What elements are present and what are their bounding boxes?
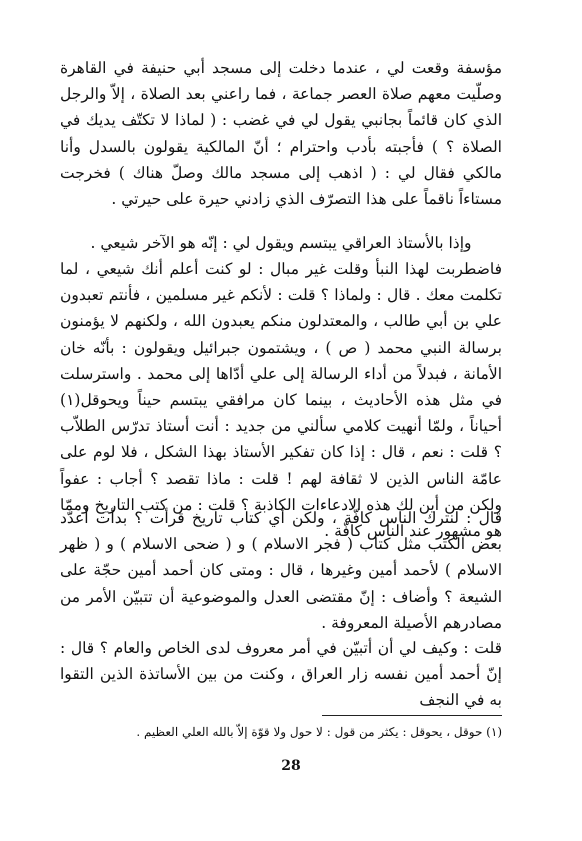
paragraph-3: فاضطربت لهذا النبأ وقلت غير مبال : لو كنت أعلم أنك شيعي ، لما تكلمت معك . قال : ولماذا ؟ قلت : لأنكم غير مسلمين ، فأنتم تعبدون علي بن أبي طالب ، والمعتدلون منكم يعبدون الله ، ولكنهم لا يؤمنون برسالة النبي محمد ( ص ) ، ويشتمون جبرائيل ويقولون : بأنّه خان الأمانة ، فبدلاً من أداء الرسالة إلى علي أدّاها إلى محمد . واسترسلت في مثل هذه الأحاديث ، بينما كان مرافقي يبتسم حيناً ويحوقل(١) أحياناً ، ولمّا أنهيت كلامي سألني من جديد : أنت أستاذ تدرّس الطلاّب ؟ قلت : نعم ، قال : إذا كان تفكير الأستاذ بهذا الشكل ، فلا لوم على عامّة الناس الذين لا ثقافة لهم ! قلت : ماذا تقصد ؟ أجاب : عفواً ولكن من أين لك هذه الادعاءات الكاذبة ؟ قلت : من كتب التاريخ وممّا هو مشهور عند الناس كافّة . — [60, 260, 503, 541]
paragraph-5: قلت : وكيف لي أن أتبيّن في أمر معروف لدى الخاص والعام ؟ قال : إنّ أحمد أمين نفسه زار العراق ، وكنت من بين الأساتذة الذين التقوا به في النجف — [60, 639, 502, 710]
footnote-divider — [322, 715, 502, 716]
page-number: 28 — [281, 758, 301, 774]
paragraph-4: قال : لنترك الناس كافّة ، ولكن أي كتاب تاريخ قرأت ؟ بدأت أعدّد بعض الكتب مثل كتاب ( فجر الاسلام ) و ( ضحى الاسلام ) و ( ظهر الاسلام ) لأحمد أمين وغيرها ، قال : ومتى كان أحمد أمين حجّة على الشيعة ؟ وأضاف : إنّ مقتضى العدل والموضوعية أن تتبيّن الأمر من مصادرهم الأصيلة المعروفة . — [60, 509, 502, 632]
paragraph-1: مؤسفة وقعت لي ، عندما دخلت إلى مسجد أبي حنيفة في القاهرة وصلّيت معهم صلاة العصر جماعة ، فما راعني بعد الصلاة ، إلاّ والرجل الذي كان قائماً بجانبي يقول لي في غضب : ( لماذا لا تكتّف يديك في الصلاة ؟ ) فأجبته بأدب واحترام ؛ أنّ المالكية يقولون بالسدل وأنا مالكي فقال لي : ( اذهب إلى مسجد مالك وصلّ هناك ) فخرجت مستاءاً ناقماً على هذا التصرّف الذي زادني حيرة على حيرتي . — [60, 59, 502, 209]
footnote: (١) حوقل ، يحوقل : يكثر من قول : لا حول ولا قوّة إلاّ بالله العلي العظيم . — [136, 725, 502, 739]
paragraph-2: وإذا بالأستاذ العراقي يبتسم ويقول لي : إنّه هو الآخر شيعي . — [90, 234, 472, 252]
